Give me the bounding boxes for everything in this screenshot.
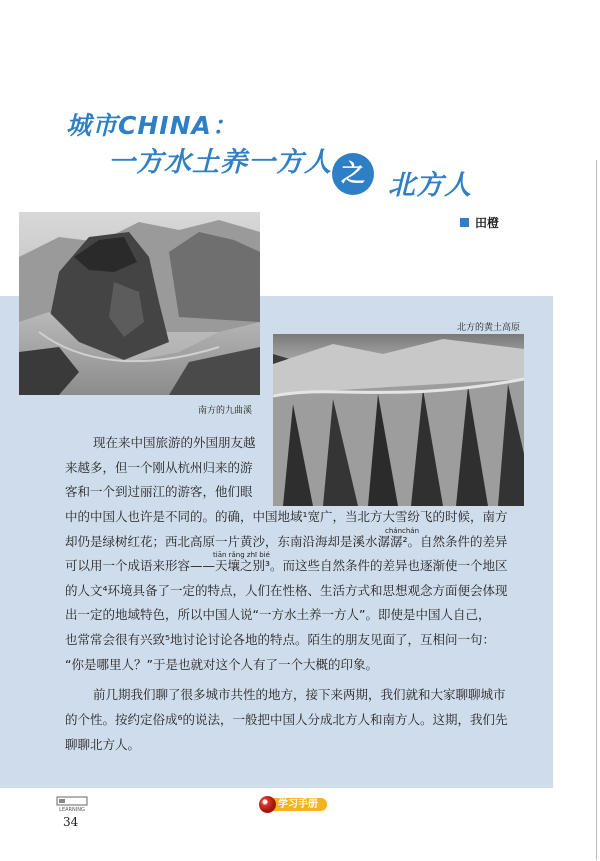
north-loess-photo xyxy=(273,334,524,506)
red-ball-icon xyxy=(259,796,276,813)
paragraph-1-line-3: 客和一个到过丽江的游客，他们眼 xyxy=(65,484,253,499)
title-line-2: 一方水土养一方人 xyxy=(108,147,332,178)
paragraph-1-line-5: 却仍是绿树红花；西北高原一片黄沙，东南沿海却是溪水潺潺²。自然条件的差异 xyxy=(65,534,508,549)
paragraph-1-line-10: “你是哪里人？”于是也就对这个人有了一个大概的印象。 xyxy=(65,657,378,672)
title-line-1: 城市CHINA： xyxy=(66,111,238,140)
paragraph-1-line-2: 来越多，但一个刚从杭州归来的游 xyxy=(65,460,253,475)
paragraph-1-line-4: 中的中国人也许是不同的。的确，中国地域¹宽广，当北方大雪纷飞的时候，南方 xyxy=(65,509,508,524)
river-gorge-illustration xyxy=(19,212,260,395)
paragraph-1-line-1: 现在来中国旅游的外国朋友越 xyxy=(93,435,256,450)
title-line-3: 北方人 xyxy=(388,170,472,201)
paragraph-1-line-9: 也常常会很有兴致⁵地讨论讨论各地的特点。陌生的朋友见面了，互相问一句： xyxy=(65,632,496,647)
page-edge-line xyxy=(596,160,597,860)
badge-label: 学习手册 xyxy=(269,798,327,811)
paragraph-1-line-7: 的人文⁴环境具备了一定的特点，人们在性格、生活方式和思想观念方面便会体现 xyxy=(65,583,508,598)
square-bullet-icon xyxy=(460,218,469,227)
learning-logo-icon xyxy=(56,795,88,813)
paragraph-1-line-8: 出一定的地域特色，所以中国人说“一方水土养一方人”。即使是中国人自己， xyxy=(65,607,491,622)
author-byline xyxy=(460,214,499,231)
paragraph-1-line-6: 可以用一个成语来形容——天壤之别³。而这些自然条件的差异也逐渐使一个地区 xyxy=(65,558,508,573)
title-connector-circle: 之 xyxy=(332,153,374,195)
logo-text: LEARNING xyxy=(59,807,85,813)
south-river-photo xyxy=(19,212,260,395)
north-photo-caption: 北方的黄土高原 xyxy=(457,323,521,333)
loess-plateau-illustration xyxy=(273,334,524,506)
magazine-logo xyxy=(56,795,88,813)
page-number: 34 xyxy=(63,815,79,829)
paragraph-2-line-2: 的个性。按约定俗成⁶的说法，一般把中国人分成北方人和南方人。这期，我们先 xyxy=(65,712,508,727)
author-name: 田橙 xyxy=(475,216,500,230)
paragraph-2-line-1: 前几期我们聊了很多城市共性的地方，接下来两期，我们就和大家聊聊城市 xyxy=(93,687,506,702)
ruby-tianrang: tiān rǎng zhī bié xyxy=(213,551,270,559)
ruby-chanchan: chánchán xyxy=(385,527,420,535)
south-photo-caption: 南方的九曲溪 xyxy=(198,406,253,416)
study-handbook-badge xyxy=(259,796,329,813)
paragraph-2-line-3: 聊聊北方人。 xyxy=(65,737,141,752)
